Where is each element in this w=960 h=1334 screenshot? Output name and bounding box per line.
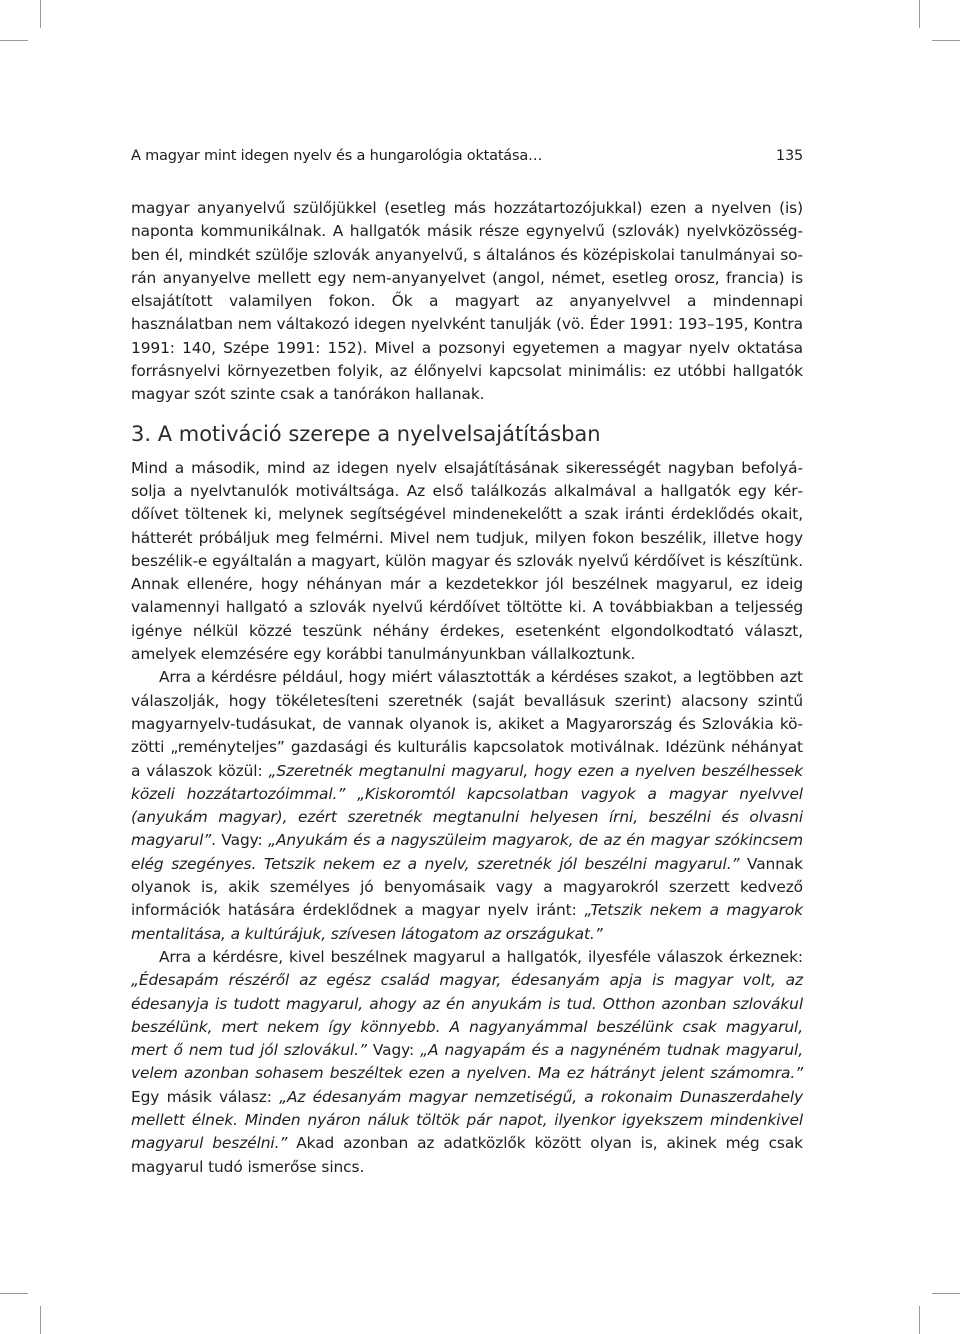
paragraph-text: Vagy: [366,1041,421,1060]
page-number: 135 [775,148,803,164]
quote: „Szeretnék megtanulni magyarul, hogy ezen a nyelven beszélhessek közeli hozzátartozóimmal.” „Kiskoromtól kapcsolatban vagyok a magyar nyelvvel (anyukám magyar), ezért szeretnék megtanulni helyesen írni, beszélni és olvasni magyarul” [131,761,803,850]
paragraph-who-speaks [131,946,803,1179]
quote: „A nagyapám és a nagynéném tudnak magyarul, velem azonban sohasem beszéltek ezen a nyelven. Ma ez hátrányt jelent számomra.” [131,1041,803,1083]
crop-mark-bottom-left [40,1306,41,1334]
paragraph-text: . Vagy: [211,831,269,850]
quote: „Tetszik nekem a magyarok mentalitása, a kultúrájuk, szívesen látogatom az országukat.” [131,901,803,943]
crop-mark-top-left [40,0,41,28]
crop-mark-right-top [932,40,960,41]
body-text [131,197,803,1179]
crop-mark-bottom-right [919,1306,920,1334]
section-heading: 3. A motiváció szerepe a nyelvelsajátításban [131,421,601,446]
crop-mark-left-top [0,40,28,41]
quote: „Anyukám és a nagyszüleim magyarok, de az én magyar szókincsem elég szegényes. Tetszik nekem ez a nyelv, szeretnék jól beszélni magyarul.” [131,831,803,873]
paragraph-intro: magyar anyanyelvű szülőjükkel (esetleg más hozzátartozójukkal) ezen a nyelven (is) naponta kommunikálnak. A hallgatók másik része egynyelvű (szlovák) nyelvközösségben él, mindkét szülője szlovák anyanyelvű, s általános és középiskolai tanulmányai során anyanyelve mellett egy nem-anyanyelvet (angol, német, esetleg orosz, francia) is elsajátított valamilyen fokon. Ők a magyart az anyanyelvvel a mindennapi használatban nem váltakozó idegen nyelvként tanulják (vö. Éder 1991: 193–195, Kontra 1991: 140, Szépe 1991: 152). Mivel a pozsonyi egyetemen a magyar nyelv oktatása forrásnyelvi környezetben folyik, az élőnyelvi kapcsolat minimális: ez utóbbi hallgatók magyar szót szinte csak a tanórákon hallanak. [131,199,803,404]
quote: „Édesapám részéről az egész család magyar, édesanyám apja is magyar volt, az édesanyja is tudott magyarul, ahogy az én anyukám is tud. Otthon azonban szlovákul beszélünk, mert nekem így könnyebb. A nagyanyámmal beszélünk csak magyarul, mert ő nem tud jól szlovákul.” [131,971,803,1060]
crop-mark-left-bottom [0,1293,28,1294]
crop-mark-right-bottom [932,1293,960,1294]
crop-mark-top-right [919,0,920,28]
paragraph-text: Arra a kérdésre például, hogy miért választották a kérdéses szakot, a legtöbben azt válaszolják, hogy tökéletesíteni szeretnék (saját bevallásuk szerint) alacsony szintű magyarnyelv-tudásukat, de vannak olyanok is, akiket a Magyarország és Szlovákia közötti „reményteljes” gazdasági és kulturális kapcsolatok motiválnak. Idézünk néhányat a válaszok közül: [131,668,803,780]
quote: „Az édesanyám magyar nemzetiségű, a rokonaim Dunaszerdahely mellett élnek. Minden nyáron náluk töltök pár napot, ilyenkor igyekszem mindenkivel magyarul beszélni.” [131,1087,804,1153]
running-head [131,148,803,170]
running-title: A magyar mint idegen nyelv és a hungarológia oktatása… [131,148,543,164]
paragraph-why-chosen [131,666,803,946]
paragraph-text: Egy másik válasz: [131,1087,280,1106]
paragraph-text: Arra a kérdésre, kivel beszélnek magyarul a hallgatók, ilyesféle válaszok érkeznek: [159,947,803,966]
paragraph-text: Vannak olyanok is, akik személyes jó benyomásaik vagy a magyarokról szerzett kedvező információk hatására érdeklődnek a magyar nyelv iránt: [131,854,803,920]
paragraph-motivation: Mind a második, mind az idegen nyelv elsajátításának sikerességét nagyban befolyásolja a nyelvtanulók motiváltsága. Az első találkozás alkalmával a hallgatók egy kérdőívet töltenek ki, melynek segítségével mindenekelőtt a szak iránti érdeklődés okait, hátterét próbáljuk meg felmérni. Mivel nem tudjuk, milyen fokon beszélik, illetve hogy beszélik-e egyáltalán a magyart, külön magyar és szlovák nyelvű kérdőívet is készítünk. Annak ellenére, hogy néhányan már a kezdetekkor jól beszélnek magyarul, ez ideig valamennyi hallgató a szlovák nyelvű kérdőívet töltötte ki. A továbbiakban a teljesség igénye nélkül közzé teszünk néhány érdekes, esetenként elgondolkodtató választ, amelyek elemzésére egy korábbi tanulmányunkban vállalkoztunk. [131,458,803,664]
paragraph-text: Akad azonban az adatközlők között olyan is, akinek még csak magyarul tudó ismerőse sincs. [131,1134,803,1176]
